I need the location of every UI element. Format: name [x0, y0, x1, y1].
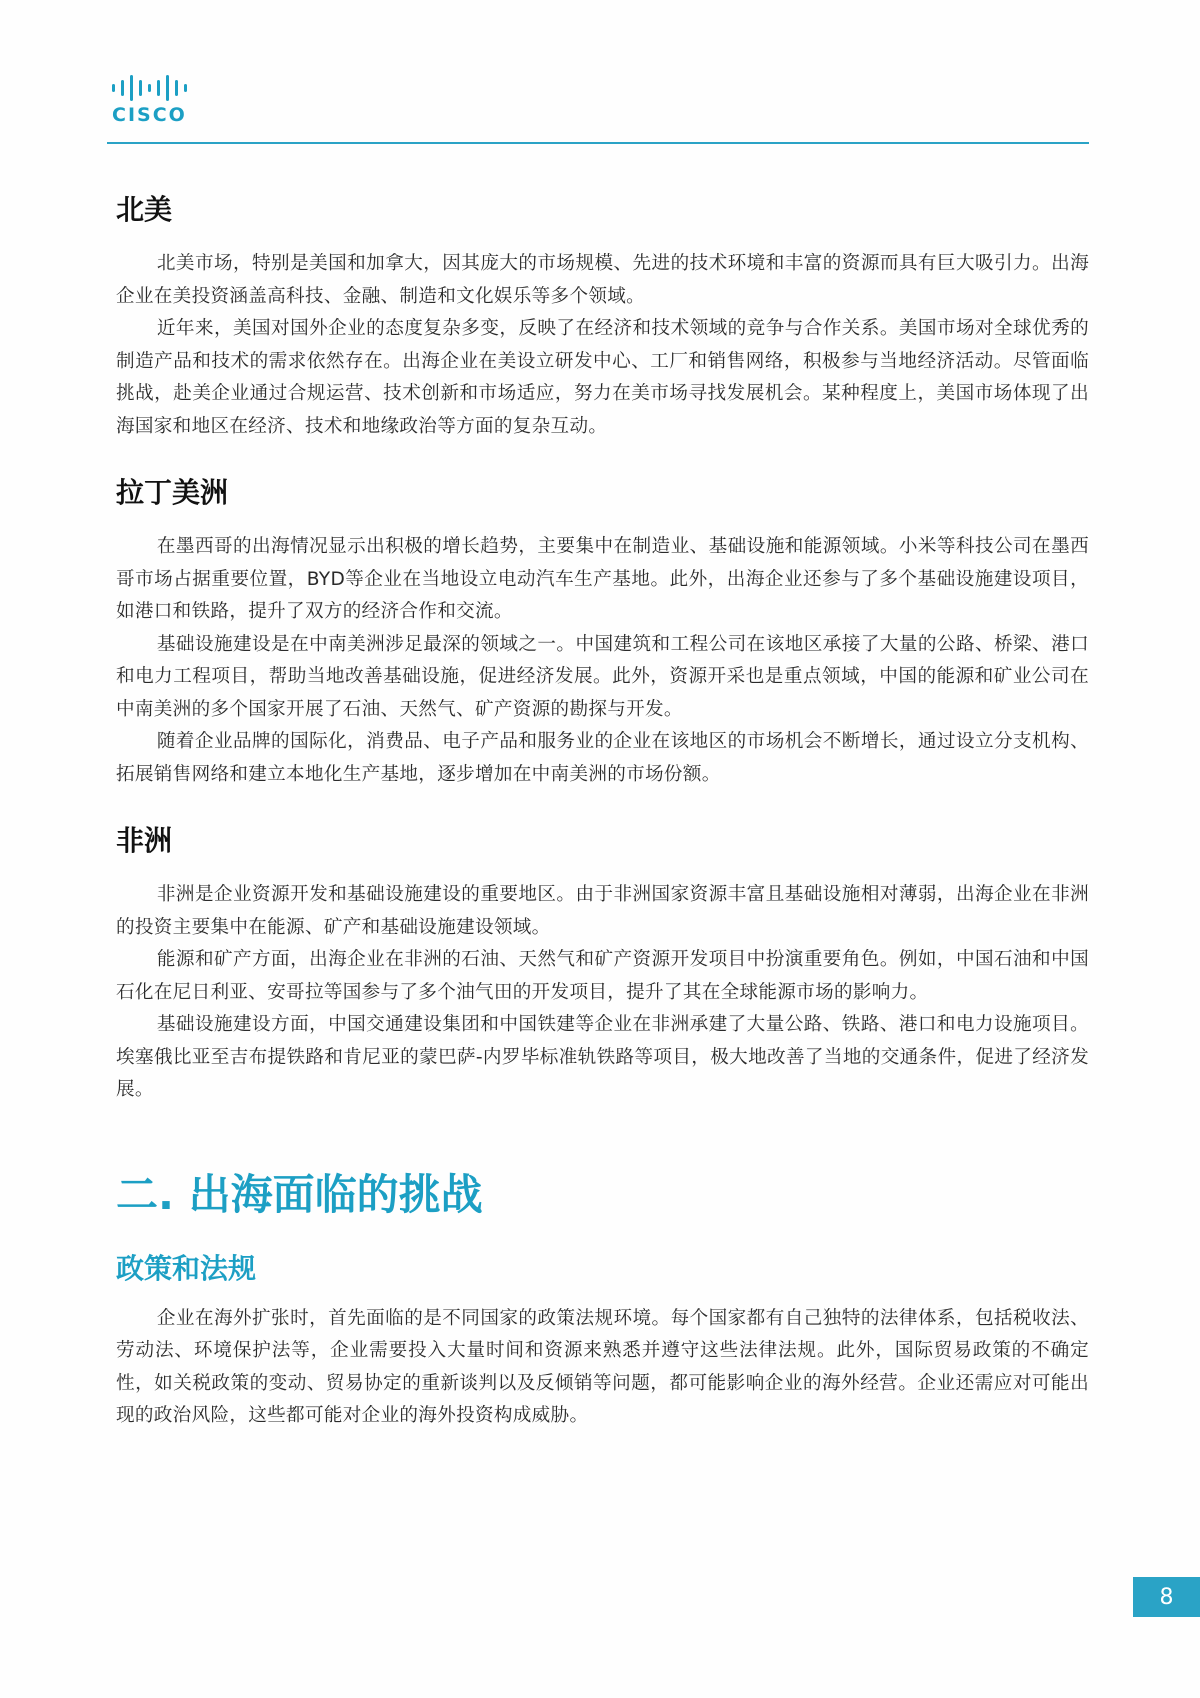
paragraph: 企业在海外扩张时，首先面临的是不同国家的政策法规环境。每个国家都有自己独特的法律体系，包括税收法、劳动法、环境保护法等，企业需要投入大量时间和资源来熟悉并遵守这些法律法规。此外，国际贸易政策的不确定性，如关税政策的变动、贸易协定的重新谈判以及反倾销等问题，都可能影响企业的海外经营。企业还需应对可能出现的政治风险，这些都可能对企业的海外投资构成威胁。	[116, 1307, 1089, 1426]
paragraph: 在墨西哥的出海情况显示出积极的增长趋势，主要集中在制造业、基础设施和能源领域。小米等科技公司在墨西哥市场占据重要位置，BYD等企业在当地设立电动汽车生产基地。此外，出海企业还参与了多个基础设施建设项目，如港口和铁路，提升了双方的经济合作和交流。	[116, 536, 1089, 622]
paragraph: 基础设施建设方面，中国交通建设集团和中国铁建等企业在非洲承建了大量公路、铁路、港口和电力设施项目。埃塞俄比亚至吉布提铁路和肯尼亚的蒙巴萨-内罗毕标准轨铁路等项目，极大地改善了当地的交通条件，促进了经济发展。	[116, 1014, 1089, 1100]
section-title: 拉丁美洲	[116, 476, 229, 509]
header-divider	[107, 142, 1089, 144]
paragraph: 能源和矿产方面，出海企业在非洲的石油、天然气和矿产资源开发项目中扮演重要角色。例如，中国石油和中国石化在尼日利亚、安哥拉等国参与了多个油气田的开发项目，提升了其在全球能源市场的影响力。	[116, 949, 1089, 1003]
paragraph: 北美市场，特别是美国和加拿大，因其庞大的市场规模、先进的技术环境和丰富的资源而具有巨大吸引力。出海企业在美投资涵盖高科技、金融、制造和文化娱乐等多个领域。	[116, 253, 1089, 307]
section-title: 非洲	[116, 824, 173, 857]
chapter-subtitle: 政策和法规	[116, 1251, 257, 1285]
section-north-america	[116, 190, 1089, 443]
section-title: 北美	[116, 193, 173, 226]
chapter-title: 二. 出海面临的挑战	[116, 1169, 483, 1219]
page-number: 8	[1133, 1577, 1200, 1617]
section-latin-america	[116, 473, 1089, 791]
cisco-bars-icon	[112, 74, 202, 102]
content	[116, 190, 1089, 1433]
section-africa	[116, 821, 1089, 1107]
paragraph: 基础设施建设是在中南美洲涉足最深的领域之一。中国建筑和工程公司在该地区承接了大量的公路、桥梁、港口和电力工程项目，帮助当地改善基础设施，促进经济发展。此外，资源开采也是重点领域，中国的能源和矿业公司在中南美洲的多个国家开展了石油、天然气、矿产资源的勘探与开发。	[116, 633, 1089, 720]
paragraph: 近年来，美国对国外企业的态度复杂多变，反映了在经济和技术领域的竞争与合作关系。美国市场对全球优秀的制造产品和技术的需求依然存在。出海企业在美设立研发中心、工厂和销售网络，积极参与当地经济活动。尽管面临挑战，赴美企业通过合规运营、技术创新和市场适应，努力在美市场寻找发展机会。某种程度上，美国市场体现了出海国家和地区在经济、技术和地缘政治等方面的复杂互动。	[116, 318, 1089, 437]
logo-text: CISCO	[112, 104, 187, 126]
paragraph: 随着企业品牌的国际化，消费品、电子产品和服务业的企业在该地区的市场机会不断增长，通过设立分支机构、拓展销售网络和建立本地化生产基地，逐步增加在中南美洲的市场份额。	[116, 731, 1089, 785]
paragraph: 非洲是企业资源开发和基础设施建设的重要地区。由于非洲国家资源丰富且基础设施相对薄弱，出海企业在非洲的投资主要集中在能源、矿产和基础设施建设领域。	[116, 884, 1089, 938]
cisco-logo	[112, 74, 202, 126]
